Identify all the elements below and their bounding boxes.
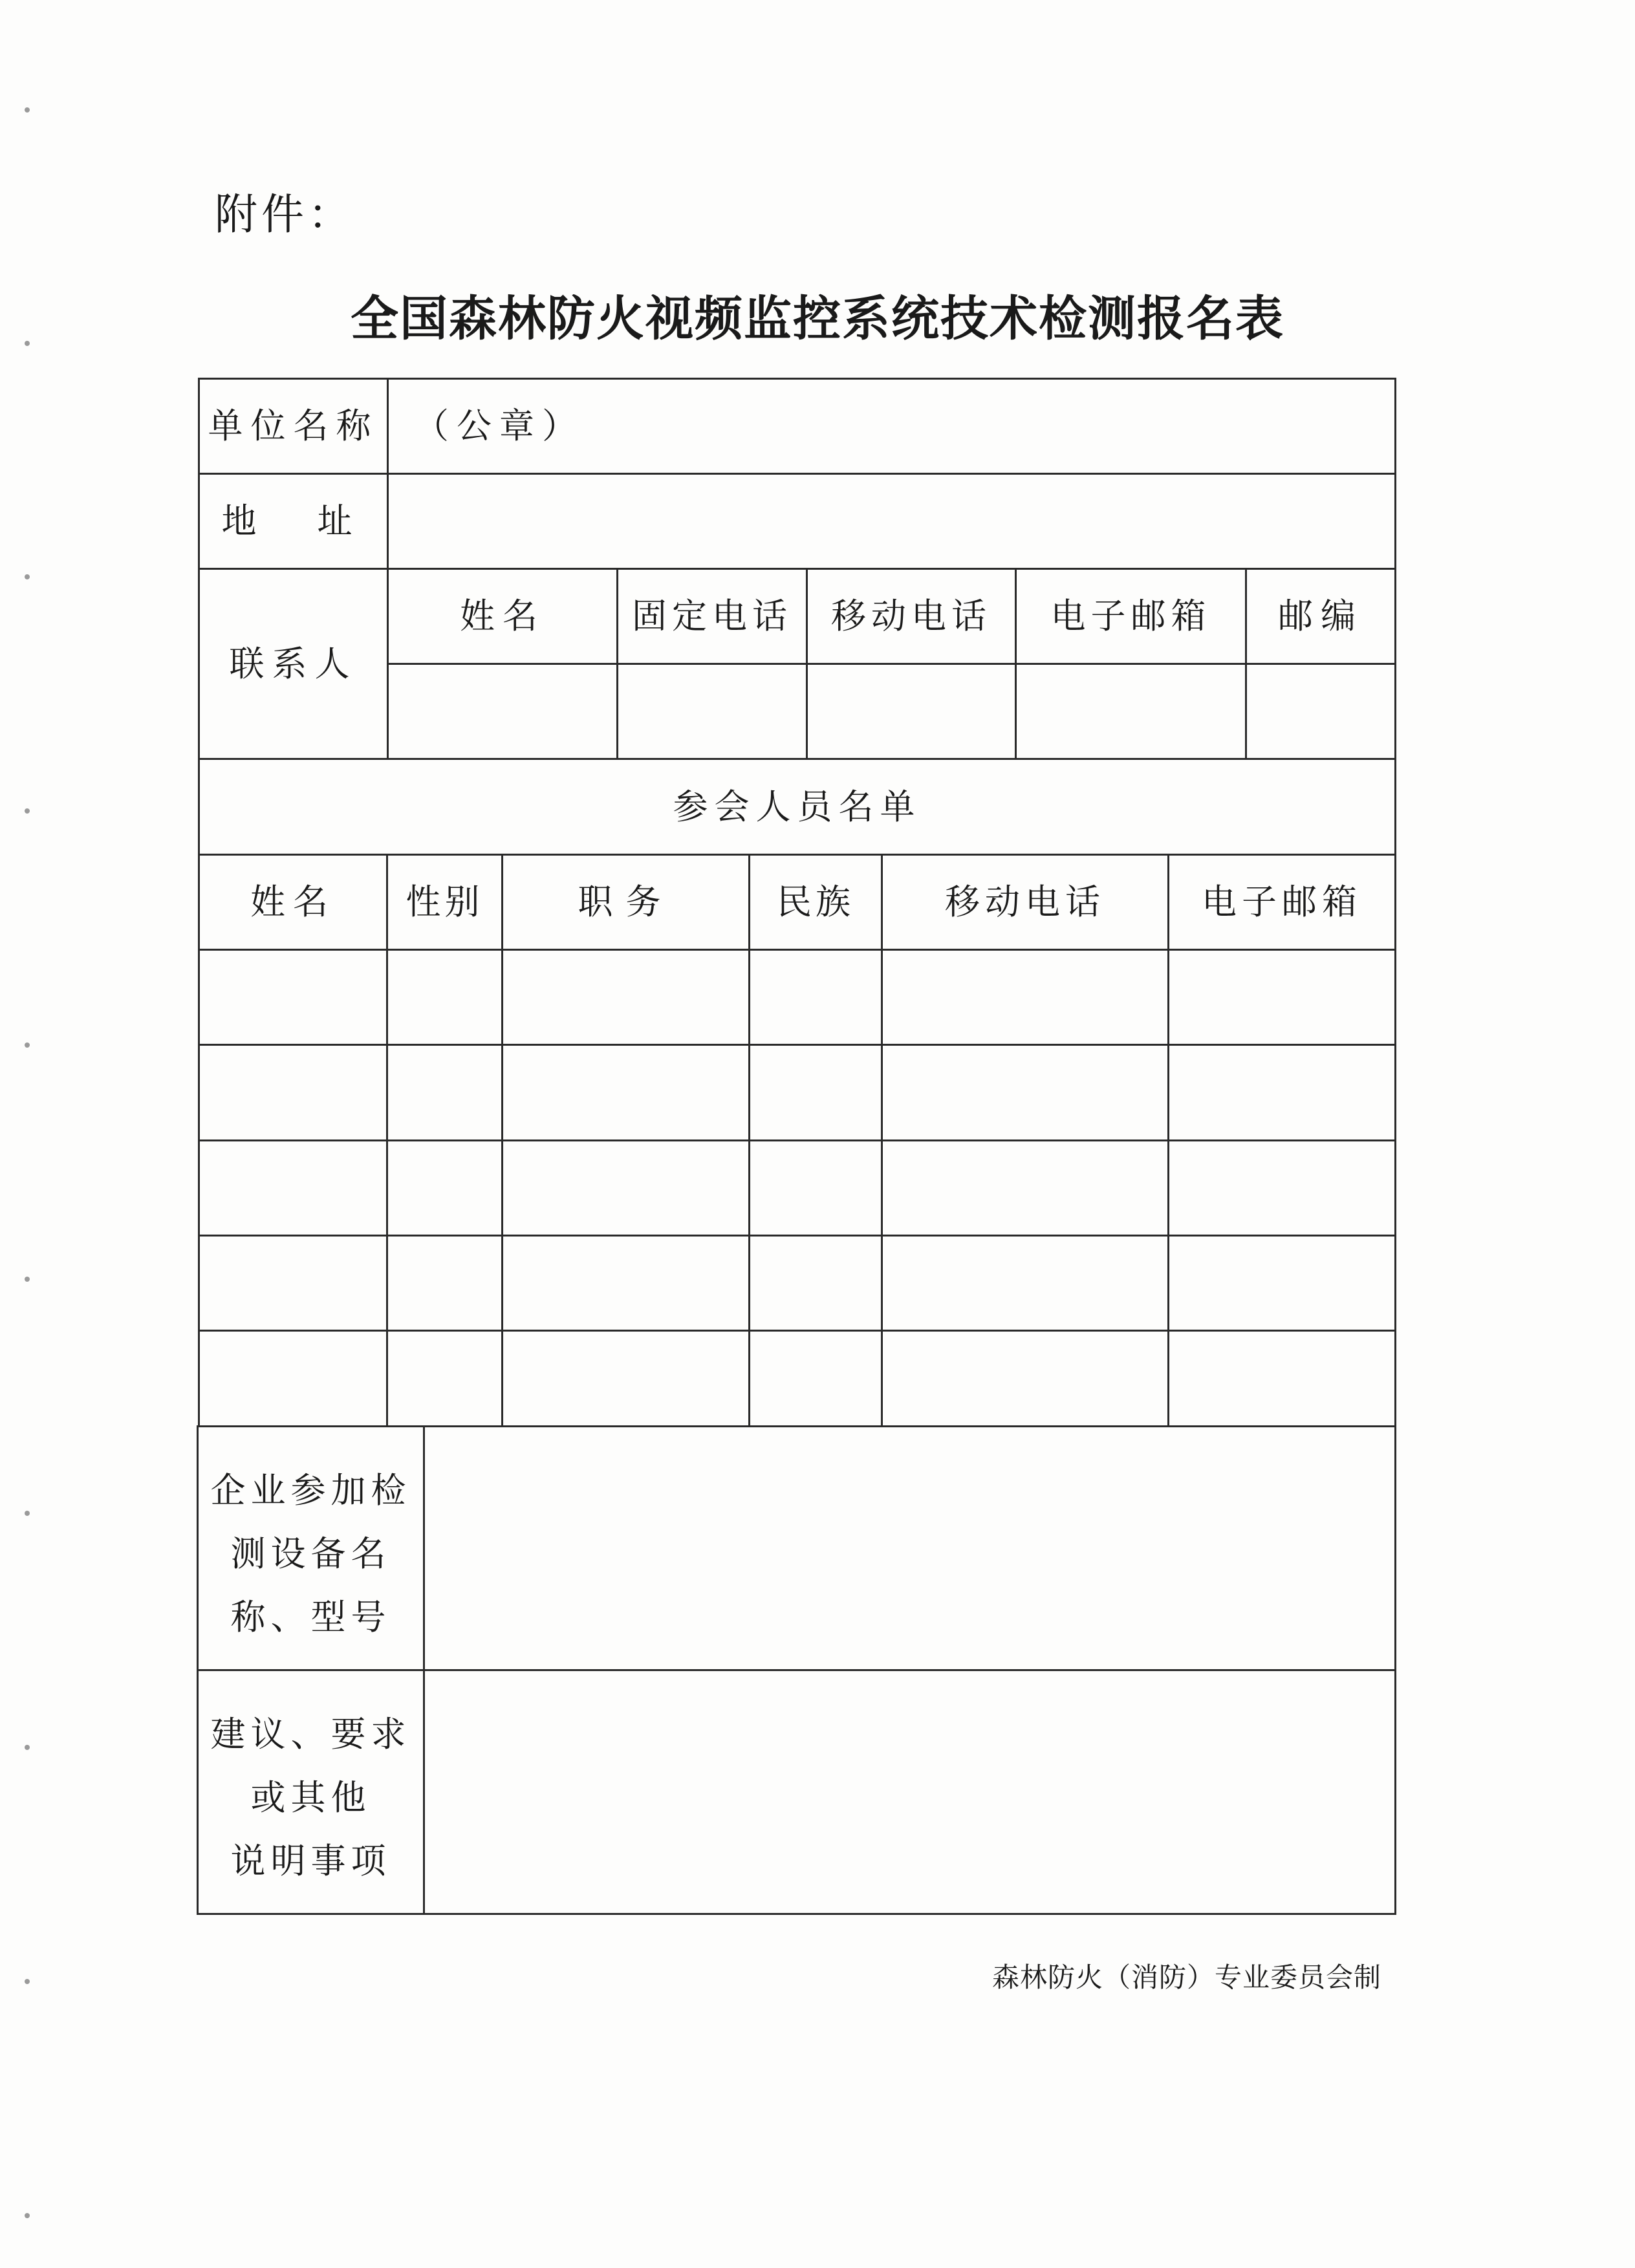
issuer-footer: 森林防火（消防）专业委员会制 xyxy=(991,1961,1381,1993)
punch-hole xyxy=(25,1979,30,1984)
attendee-cell[interactable] xyxy=(200,1141,386,1235)
attendee-cell[interactable] xyxy=(200,1237,386,1330)
attendee-col-mobile: 移动电话 xyxy=(945,881,1105,922)
attendee-cell[interactable] xyxy=(388,951,501,1044)
attendee-cell[interactable] xyxy=(200,951,386,1044)
punch-hole xyxy=(25,107,30,113)
address-field[interactable] xyxy=(389,475,1394,568)
attendee-cell[interactable] xyxy=(883,1141,1167,1235)
attendee-cell[interactable] xyxy=(750,1237,881,1330)
attendee-cell[interactable] xyxy=(503,1332,748,1425)
contact-col-email: 电子邮箱 xyxy=(1050,596,1211,636)
attendee-cell[interactable] xyxy=(1169,1141,1394,1235)
attendee-cell[interactable] xyxy=(388,1237,501,1330)
contact-name-field[interactable] xyxy=(389,665,616,758)
attendee-cell[interactable] xyxy=(883,1237,1167,1330)
unit-name-label: 单位名称 xyxy=(208,405,379,446)
attendee-col-ethnicity: 民族 xyxy=(777,881,854,922)
contact-col-landline: 固定电话 xyxy=(632,596,792,636)
attendee-cell[interactable] xyxy=(883,1046,1167,1139)
suggestions-field[interactable] xyxy=(425,1671,1394,1913)
unit-name-field[interactable]: （公章） xyxy=(414,405,585,446)
attendee-cell[interactable] xyxy=(750,1141,881,1235)
contact-postcode-field[interactable] xyxy=(1247,665,1394,758)
equipment-field[interactable] xyxy=(425,1427,1394,1669)
punch-hole xyxy=(25,2213,30,2218)
attendee-cell[interactable] xyxy=(1169,1046,1394,1139)
attendee-col-email: 电子邮箱 xyxy=(1202,881,1362,922)
attendee-cell[interactable] xyxy=(388,1141,501,1235)
contact-col-name: 姓名 xyxy=(460,596,545,636)
attendee-cell[interactable] xyxy=(750,1332,881,1425)
attendee-cell[interactable] xyxy=(388,1046,501,1139)
attendee-cell[interactable] xyxy=(1169,1237,1394,1330)
suggestions-label: 建议、要求 或其他 说明事项 xyxy=(210,1714,411,1881)
attendee-cell[interactable] xyxy=(883,951,1167,1044)
attendee-cell[interactable] xyxy=(750,1046,881,1139)
contact-email-field[interactable] xyxy=(1017,665,1245,758)
attendee-cell[interactable] xyxy=(200,1046,386,1139)
equipment-label: 企业参加检 测设备名 称、型号 xyxy=(210,1470,411,1637)
attendee-cell[interactable] xyxy=(503,1237,748,1330)
form-title: 全国森林防火视频监控系统技术检测报名表 xyxy=(351,291,1284,347)
attendee-cell[interactable] xyxy=(503,1141,748,1235)
punch-hole xyxy=(25,1277,30,1282)
attendees-section-title: 参会人员名单 xyxy=(673,786,922,827)
contact-landline-field[interactable] xyxy=(618,665,806,758)
punch-hole xyxy=(25,574,30,579)
attendee-cell[interactable] xyxy=(883,1332,1167,1425)
attendee-cell[interactable] xyxy=(503,1046,748,1139)
address-label: 地 址 xyxy=(221,501,365,541)
attendee-col-gender: 性别 xyxy=(406,881,484,922)
attendee-col-position: 职务 xyxy=(578,881,674,922)
contact-mobile-field[interactable] xyxy=(808,665,1015,758)
contact-col-mobile: 移动电话 xyxy=(831,596,991,636)
attendee-cell[interactable] xyxy=(503,951,748,1044)
contact-col-postcode: 邮编 xyxy=(1278,596,1363,636)
attendee-cell[interactable] xyxy=(200,1332,386,1425)
contact-label: 联系人 xyxy=(229,643,358,684)
attendee-cell[interactable] xyxy=(1169,951,1394,1044)
attendee-col-name: 姓名 xyxy=(250,881,336,922)
attachment-label: 附件： xyxy=(215,189,354,239)
punch-hole xyxy=(25,808,30,814)
attendee-cell[interactable] xyxy=(750,951,881,1044)
attendee-cell[interactable] xyxy=(1169,1332,1394,1425)
punch-hole xyxy=(25,1042,30,1048)
attendee-cell[interactable] xyxy=(388,1332,501,1425)
punch-hole xyxy=(25,1511,30,1516)
punch-hole xyxy=(25,1745,30,1750)
